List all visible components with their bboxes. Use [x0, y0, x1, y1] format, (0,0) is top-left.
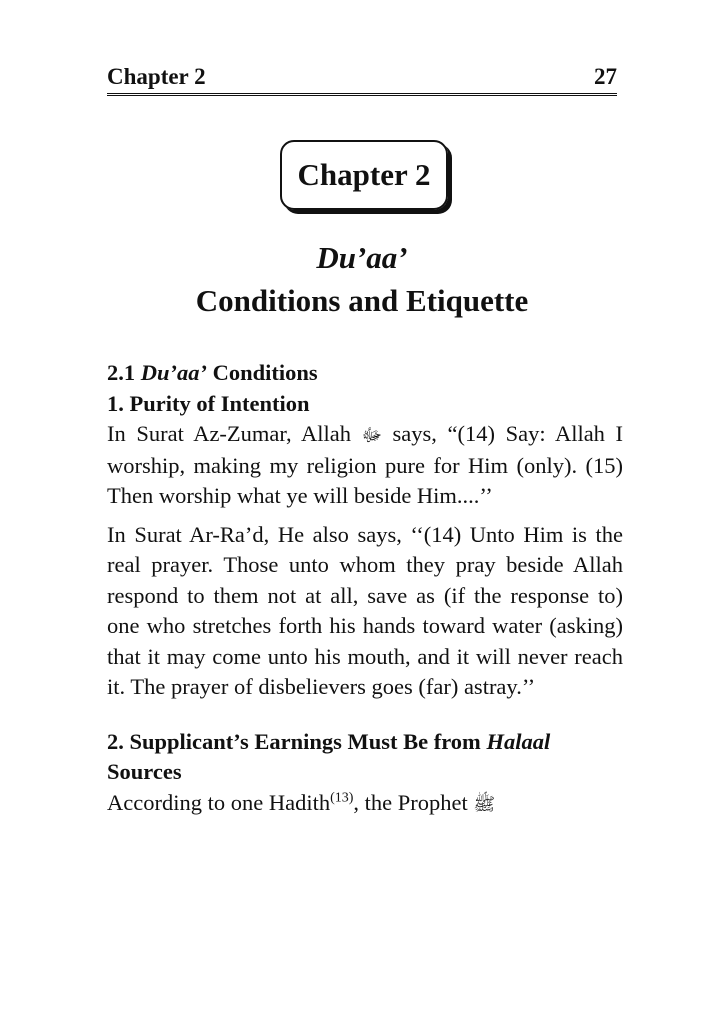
item2-para-start: According to one Hadith [107, 789, 331, 815]
footnote-ref[interactable]: (13) [330, 790, 354, 805]
chapter-label: Chapter 2 [297, 157, 431, 192]
item2-heading-start: 2. Supplicant’s Earnings Must Be from [107, 728, 481, 754]
section-label: Conditions [212, 360, 318, 385]
item2-para-end: , the Prophet [353, 789, 468, 815]
section-term: Du’aa’ [140, 360, 207, 385]
chapter-title: Conditions and Etiquette [195, 283, 529, 318]
chapter-title-italic: Du’aa’ [316, 240, 408, 275]
chapter-label-box [280, 140, 448, 210]
item1-paragraph-1 [107, 419, 623, 512]
item1-para1-end: says, “(14) Say: Allah I worship, making my religion pure for Him (only). (15) Then worship what ye will beside Him....’’ [107, 421, 624, 508]
page-number: 27 [594, 64, 617, 89]
item2-heading-term: Halaal [486, 728, 551, 754]
item1-heading: 1. Purity of Intention [107, 390, 310, 416]
item2-heading-end: Sources [107, 759, 182, 784]
item1-paragraph-2: In Surat Ar-Ra’d, He also says, ‘‘(14) Unto Him is the real prayer. Those unto whom they pray beside Allah respond to them not at all, save as (if the response to) one who stretches forth his hands toward water (asking) that it may come unto his mouth, and it will never reach it. The prayer of disbelievers goes (far) astray.’’ [107, 521, 623, 699]
section-number: 2.1 [107, 360, 136, 385]
honorific-glyph-prophet: ﷺ [473, 793, 496, 814]
section-heading [107, 358, 623, 389]
item1-para1-start: In Surat Az-Zumar, Allah [107, 421, 351, 446]
running-header [107, 60, 617, 96]
item2-heading [107, 727, 623, 788]
honorific-glyph-allah: ﷻ [361, 425, 382, 445]
item2-paragraph [107, 788, 623, 820]
running-header-chapter: Chapter 2 [107, 64, 206, 89]
body-text [107, 358, 623, 819]
